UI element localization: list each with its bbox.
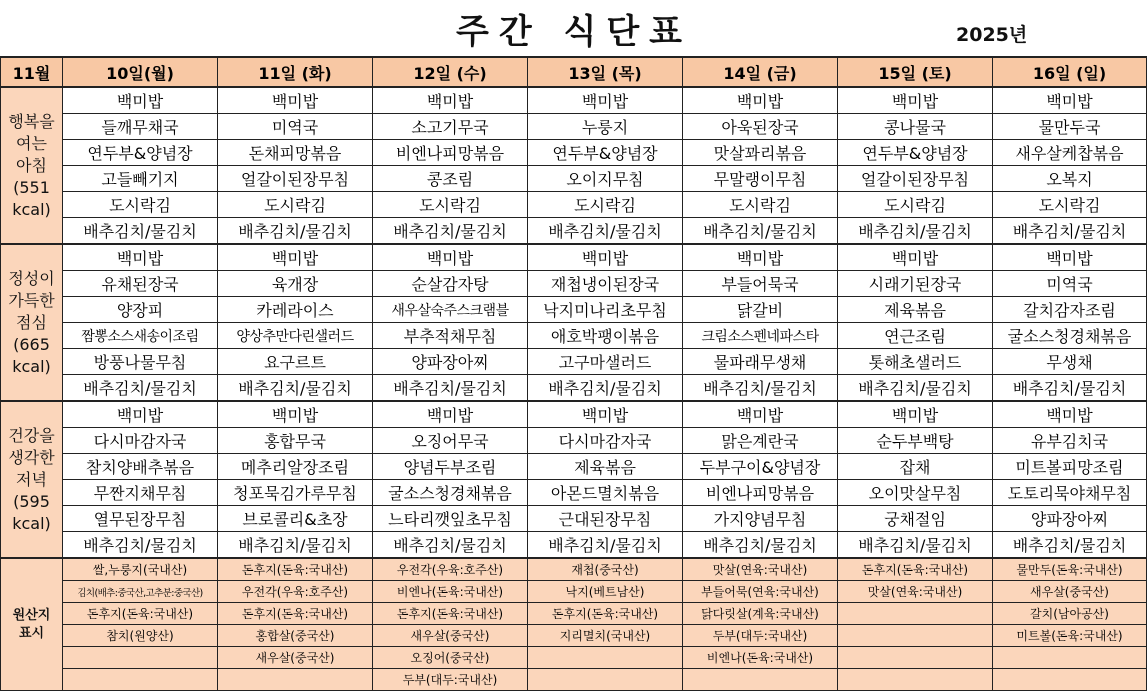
meal-label-line: (595 — [13, 491, 50, 511]
lunch-row — [1, 244, 1147, 271]
menu-item: 배추김치/물김치 — [683, 218, 838, 245]
menu-item: 아욱된장국 — [683, 114, 838, 140]
menu-item: 양상추만다린샐러드 — [218, 323, 373, 349]
menu-item: 열무된장무침 — [63, 506, 218, 532]
day-header: 10일(월) — [63, 57, 218, 87]
origin-row — [1, 647, 1147, 669]
menu-item: 부추적채무침 — [373, 323, 528, 349]
menu-item: 참치양배추볶음 — [63, 454, 218, 480]
menu-item: 배추김치/물김치 — [838, 218, 993, 245]
menu-item: 백미밥 — [218, 401, 373, 428]
menu-item: 백미밥 — [993, 401, 1147, 428]
menu-item: 백미밥 — [63, 244, 218, 271]
meal-label-line: 생각한 — [8, 447, 55, 467]
meal-label-line: 가득한 — [8, 290, 55, 310]
menu-item: 연두부&양념장 — [838, 140, 993, 166]
menu-item: 들깨무채국 — [63, 114, 218, 140]
menu-item: 근대된장무침 — [528, 506, 683, 532]
origin-item: 돈후지(돈육:국내산) — [528, 603, 683, 625]
menu-item: 물만두국 — [993, 114, 1147, 140]
origin-item: 비엔나(돈육:국내산) — [683, 647, 838, 669]
menu-item: 얼갈이된장무침 — [838, 166, 993, 192]
menu-item: 백미밥 — [993, 87, 1147, 114]
menu-item: 굴소스청경채볶음 — [373, 480, 528, 506]
meal-label-line: 여는 — [16, 133, 47, 153]
menu-item: 백미밥 — [373, 87, 528, 114]
menu-item: 굴소스청경채볶음 — [993, 323, 1147, 349]
menu-item: 크림소스펜네파스타 — [683, 323, 838, 349]
menu-item: 연두부&양념장 — [528, 140, 683, 166]
menu-item: 배추김치/물김치 — [218, 532, 373, 559]
month-cell: 11월 — [1, 57, 63, 87]
menu-item: 양념두부조림 — [373, 454, 528, 480]
origin-item: 돈후지(돈육:국내산) — [838, 558, 993, 581]
dinner-row — [1, 428, 1147, 454]
menu-item: 비엔나피망볶음 — [683, 480, 838, 506]
origin-row — [1, 603, 1147, 625]
origin-item: 돈후지(돈육:국내산) — [218, 558, 373, 581]
meal-label-line: kcal) — [12, 513, 51, 533]
meal-label-line: 저녁 — [16, 469, 47, 489]
menu-item: 부들어묵국 — [683, 271, 838, 297]
menu-table — [0, 56, 1147, 691]
dinner-row — [1, 480, 1147, 506]
origin-item — [528, 669, 683, 691]
breakfast-label — [1, 87, 63, 244]
menu-item: 배추김치/물김치 — [218, 218, 373, 245]
menu-item: 콩조림 — [373, 166, 528, 192]
origin-item — [838, 603, 993, 625]
origin-item: 김치(배추:중국산,고추분:중국산) — [63, 581, 218, 603]
origin-item: 참치(원양산) — [63, 625, 218, 647]
menu-item: 배추김치/물김치 — [528, 218, 683, 245]
dinner-row — [1, 532, 1147, 559]
menu-item: 백미밥 — [373, 244, 528, 271]
menu-item: 백미밥 — [838, 244, 993, 271]
day-header: 12일 (수) — [373, 57, 528, 87]
origin-item — [838, 647, 993, 669]
lunch-row — [1, 271, 1147, 297]
dinner-row — [1, 401, 1147, 428]
menu-item: 백미밥 — [218, 244, 373, 271]
meal-label-line: (665 — [13, 334, 50, 354]
menu-item: 도시락김 — [218, 192, 373, 218]
menu-item: 육개장 — [218, 271, 373, 297]
origin-label-line: 표시 — [18, 625, 45, 641]
menu-item: 메추리알장조림 — [218, 454, 373, 480]
origin-item — [218, 669, 373, 691]
menu-item: 배추김치/물김치 — [373, 375, 528, 402]
breakfast-row — [1, 218, 1147, 245]
menu-item: 무생채 — [993, 349, 1147, 375]
menu-item: 배추김치/물김치 — [838, 375, 993, 402]
menu-item: 톳해초샐러드 — [838, 349, 993, 375]
breakfast-row — [1, 166, 1147, 192]
menu-item: 가지양념무침 — [683, 506, 838, 532]
menu-item: 유부김치국 — [993, 428, 1147, 454]
dinner-label — [1, 401, 63, 558]
day-header: 13일 (목) — [528, 57, 683, 87]
menu-item: 방풍나물무침 — [63, 349, 218, 375]
menu-item: 배추김치/물김치 — [63, 218, 218, 245]
menu-item: 오징어무국 — [373, 428, 528, 454]
breakfast-row — [1, 192, 1147, 218]
lunch-row — [1, 375, 1147, 402]
breakfast-row — [1, 114, 1147, 140]
menu-item: 백미밥 — [528, 401, 683, 428]
menu-item: 요구르트 — [218, 349, 373, 375]
menu-item: 잡채 — [838, 454, 993, 480]
menu-item: 갈치감자조림 — [993, 297, 1147, 323]
menu-item: 백미밥 — [683, 87, 838, 114]
menu-item: 미역국 — [993, 271, 1147, 297]
menu-item: 순두부백탕 — [838, 428, 993, 454]
origin-row — [1, 558, 1147, 581]
origin-item — [63, 669, 218, 691]
menu-item: 제육볶음 — [838, 297, 993, 323]
origin-item: 새우살(중국산) — [373, 625, 528, 647]
menu-item: 다시마감자국 — [528, 428, 683, 454]
menu-item: 비엔나피망볶음 — [373, 140, 528, 166]
origin-item — [993, 647, 1147, 669]
menu-item: 시래기된장국 — [838, 271, 993, 297]
menu-item: 고구마샐러드 — [528, 349, 683, 375]
menu-item: 유채된장국 — [63, 271, 218, 297]
menu-item: 연두부&양념장 — [63, 140, 218, 166]
menu-item: 도토리묵야채무침 — [993, 480, 1147, 506]
page-title: 주간 식단표 — [455, 12, 693, 52]
menu-item: 배추김치/물김치 — [218, 375, 373, 402]
menu-item: 백미밥 — [683, 401, 838, 428]
menu-item: 도시락김 — [528, 192, 683, 218]
menu-item: 배추김치/물김치 — [993, 532, 1147, 559]
menu-item: 배추김치/물김치 — [683, 532, 838, 559]
lunch-row — [1, 297, 1147, 323]
menu-item: 미트볼피망조림 — [993, 454, 1147, 480]
menu-item: 백미밥 — [838, 87, 993, 114]
origin-item: 돈후지(돈육:국내산) — [63, 603, 218, 625]
menu-item: 새우살숙주스크램블 — [373, 297, 528, 323]
origin-item — [528, 647, 683, 669]
menu-item: 맛살꽈리볶음 — [683, 140, 838, 166]
menu-item: 카레라이스 — [218, 297, 373, 323]
menu-item: 도시락김 — [993, 192, 1147, 218]
lunch-label — [1, 244, 63, 401]
breakfast-row — [1, 140, 1147, 166]
meal-label-line: 정성이 — [8, 268, 55, 288]
menu-item: 백미밥 — [683, 244, 838, 271]
origin-item: 재첩(중국산) — [528, 558, 683, 581]
origin-item: 쌀,누룽지(국내산) — [63, 558, 218, 581]
menu-item: 배추김치/물김치 — [528, 532, 683, 559]
menu-item: 백미밥 — [63, 87, 218, 114]
day-header: 11일 (화) — [218, 57, 373, 87]
origin-row — [1, 669, 1147, 691]
origin-row — [1, 625, 1147, 647]
origin-item: 비엔나(돈육:국내산) — [373, 581, 528, 603]
origin-item: 홍합살(중국산) — [218, 625, 373, 647]
meal-label-line: 점심 — [16, 312, 47, 332]
origin-item: 오징어(중국산) — [373, 647, 528, 669]
title-area — [0, 0, 1148, 56]
menu-item: 새우살케찹볶음 — [993, 140, 1147, 166]
menu-item: 도시락김 — [838, 192, 993, 218]
origin-item: 미트볼(돈육:국내산) — [993, 625, 1147, 647]
menu-item: 다시마감자국 — [63, 428, 218, 454]
menu-item: 짬뽕소스새송이조림 — [63, 323, 218, 349]
menu-item: 양파장아찌 — [993, 506, 1147, 532]
day-header: 15일 (토) — [838, 57, 993, 87]
menu-item: 배추김치/물김치 — [993, 218, 1147, 245]
dinner-row — [1, 454, 1147, 480]
menu-item: 느타리깻잎초무침 — [373, 506, 528, 532]
origin-label-line: 원산지 — [12, 607, 51, 623]
menu-item: 백미밥 — [528, 87, 683, 114]
day-header: 14일 (금) — [683, 57, 838, 87]
menu-item: 오이지무침 — [528, 166, 683, 192]
origin-item — [993, 669, 1147, 691]
menu-item: 누룽지 — [528, 114, 683, 140]
menu-item: 청포묵김가루무침 — [218, 480, 373, 506]
menu-item: 배추김치/물김치 — [528, 375, 683, 402]
menu-item: 배추김치/물김치 — [373, 218, 528, 245]
menu-item: 도시락김 — [683, 192, 838, 218]
meal-label-line: 행복을 — [8, 111, 55, 131]
origin-item: 돈후지(돈육:국내산) — [373, 603, 528, 625]
menu-item: 백미밥 — [373, 401, 528, 428]
menu-item: 배추김치/물김치 — [63, 532, 218, 559]
menu-item: 소고기무국 — [373, 114, 528, 140]
origin-item: 우전각(우육:호주산) — [373, 558, 528, 581]
breakfast-row — [1, 87, 1147, 114]
menu-item: 무짠지채무침 — [63, 480, 218, 506]
menu-item: 무말랭이무침 — [683, 166, 838, 192]
origin-item: 새우살(중국산) — [993, 581, 1147, 603]
origin-item — [838, 669, 993, 691]
menu-item: 홍합무국 — [218, 428, 373, 454]
origin-label — [1, 558, 63, 691]
menu-item: 물파래무생채 — [683, 349, 838, 375]
menu-item: 얼갈이된장무침 — [218, 166, 373, 192]
origin-item: 맛살(연육:국내산) — [838, 581, 993, 603]
menu-item: 배추김치/물김치 — [993, 375, 1147, 402]
origin-item: 갈치(남아공산) — [993, 603, 1147, 625]
menu-item: 배추김치/물김치 — [683, 375, 838, 402]
menu-item: 배추김치/물김치 — [373, 532, 528, 559]
year-label: 2025년 — [956, 24, 1028, 46]
menu-item: 백미밥 — [838, 401, 993, 428]
origin-item: 낙지(베트남산) — [528, 581, 683, 603]
menu-item: 애호박팽이볶음 — [528, 323, 683, 349]
origin-row — [1, 581, 1147, 603]
day-header: 16일 (일) — [993, 57, 1147, 87]
meal-label-line: 건강을 — [8, 425, 55, 445]
header-row — [1, 57, 1147, 87]
menu-item: 낙지미나리초무침 — [528, 297, 683, 323]
origin-item: 두부(대두:국내산) — [683, 625, 838, 647]
menu-item: 백미밥 — [218, 87, 373, 114]
origin-item: 부들어묵(연육:국내산) — [683, 581, 838, 603]
origin-item: 두부(대두:국내산) — [373, 669, 528, 691]
lunch-row — [1, 349, 1147, 375]
menu-item: 양파장아찌 — [373, 349, 528, 375]
menu-item: 콩나물국 — [838, 114, 993, 140]
origin-item: 물만두(돈육:국내산) — [993, 558, 1147, 581]
menu-item: 닭갈비 — [683, 297, 838, 323]
menu-item: 백미밥 — [63, 401, 218, 428]
menu-item: 아몬드멸치볶음 — [528, 480, 683, 506]
menu-item: 배추김치/물김치 — [838, 532, 993, 559]
origin-item: 맛살(연육:국내산) — [683, 558, 838, 581]
menu-item: 돈채피망볶음 — [218, 140, 373, 166]
meal-label-line: (551 — [13, 177, 50, 197]
menu-item: 두부구이&양념장 — [683, 454, 838, 480]
menu-item: 양장피 — [63, 297, 218, 323]
menu-item: 도시락김 — [373, 192, 528, 218]
dinner-row — [1, 506, 1147, 532]
origin-item — [683, 669, 838, 691]
origin-item: 닭다릿살(계육:국내산) — [683, 603, 838, 625]
origin-item: 돈후지(돈육:국내산) — [218, 603, 373, 625]
menu-item: 오복지 — [993, 166, 1147, 192]
menu-item: 배추김치/물김치 — [63, 375, 218, 402]
menu-item: 미역국 — [218, 114, 373, 140]
origin-item: 우전각(우육:호주산) — [218, 581, 373, 603]
menu-item: 도시락김 — [63, 192, 218, 218]
menu-item: 고들빼기지 — [63, 166, 218, 192]
origin-item: 새우살(중국산) — [218, 647, 373, 669]
menu-item: 맑은계란국 — [683, 428, 838, 454]
origin-item — [63, 647, 218, 669]
menu-item: 궁채절임 — [838, 506, 993, 532]
meal-label-line: 아침 — [16, 155, 47, 175]
lunch-row — [1, 323, 1147, 349]
menu-item: 백미밥 — [993, 244, 1147, 271]
menu-item: 연근조림 — [838, 323, 993, 349]
menu-item: 백미밥 — [528, 244, 683, 271]
menu-item: 제육볶음 — [528, 454, 683, 480]
meal-label-line: kcal) — [12, 356, 51, 376]
menu-item: 재첩냉이된장국 — [528, 271, 683, 297]
menu-item: 오이맛살무침 — [838, 480, 993, 506]
menu-item: 순살감자탕 — [373, 271, 528, 297]
origin-item — [838, 625, 993, 647]
origin-item: 지리멸치(국내산) — [528, 625, 683, 647]
meal-label-line: kcal) — [12, 199, 51, 219]
menu-item: 브로콜리&초장 — [218, 506, 373, 532]
